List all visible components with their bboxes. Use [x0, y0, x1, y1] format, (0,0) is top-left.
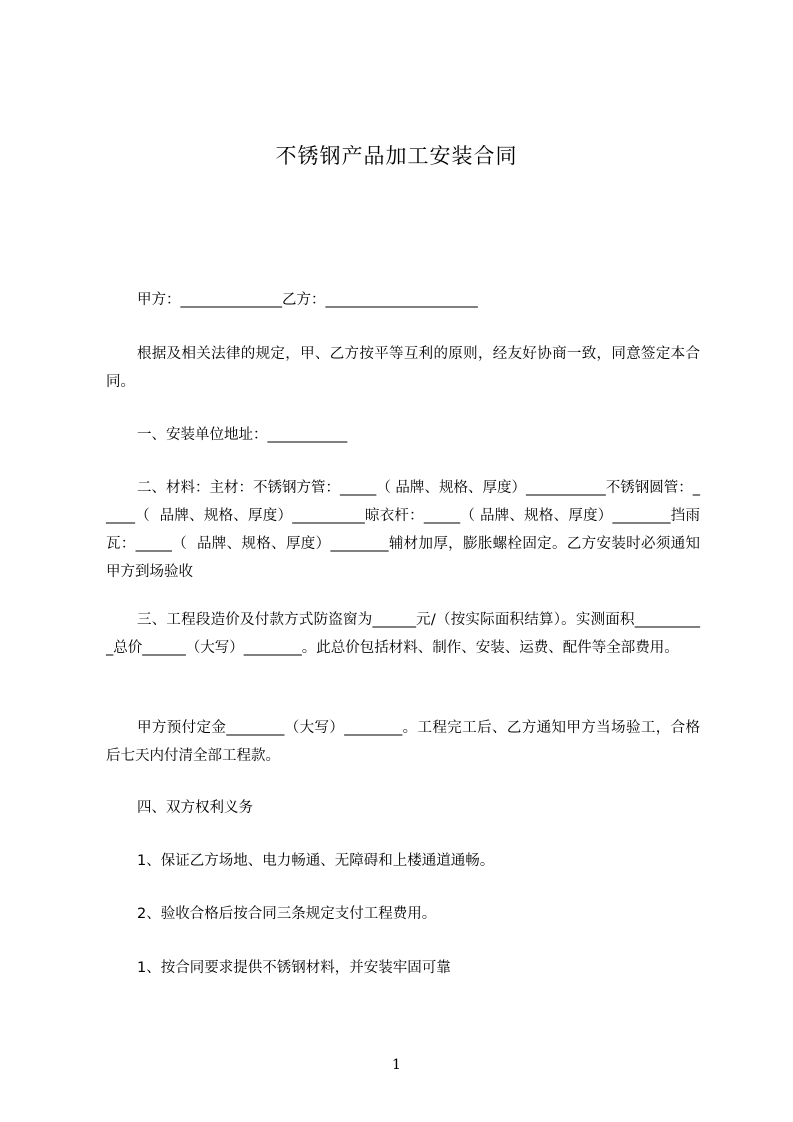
clause-2-materials: 二、材料：主材：不锈钢方管：_____（ 品牌、规格、厚度）___________不锈钢圆管：_____（ 品牌、规格、厚度）__________晾衣杆：_____（ 品牌、规格、厚度）________挡雨瓦：_____（ 品牌、规格、厚度）________辅材加厚，膨胀螺栓固定。乙方安装时必须通知甲方到场验收: [106, 480, 700, 580]
list-item: 1、保证乙方场地、电力畅通、无障碍和上楼通道通畅。: [137, 853, 495, 869]
clause-4-heading: 四、双方权利义务: [137, 800, 253, 816]
deposit-paragraph: 甲方预付定金________（大写）________。工程完工后、乙方通知甲方当场验工，合格后七天内付清全部工程款。: [106, 720, 700, 764]
intro-paragraph: 根据及相关法律的规定，甲、乙方按平等互利的原则，经友好协商一致，同意签定本合同。: [106, 346, 700, 390]
list-item: 2、验收合格后按合同三条规定支付工程费用。: [137, 906, 437, 922]
parties-line: 甲方：______________乙方：_____________________: [137, 292, 478, 308]
list-item: 1、按合同要求提供不锈钢材料，并安装牢固可靠: [137, 960, 451, 976]
clause-1-address: 一、安装单位地址：___________: [137, 427, 348, 443]
page-number: 1: [392, 1057, 401, 1073]
clause-3-payment: 三、工程段造价及付款方式防盗窗为______元/（按实际面积结算）。实测面积__________总价______（大写）________。此总价包括材料、制作、安装、运费、配件等全部费用。: [106, 612, 700, 656]
document-title: 不锈钢产品加工安装合同: [275, 144, 518, 168]
